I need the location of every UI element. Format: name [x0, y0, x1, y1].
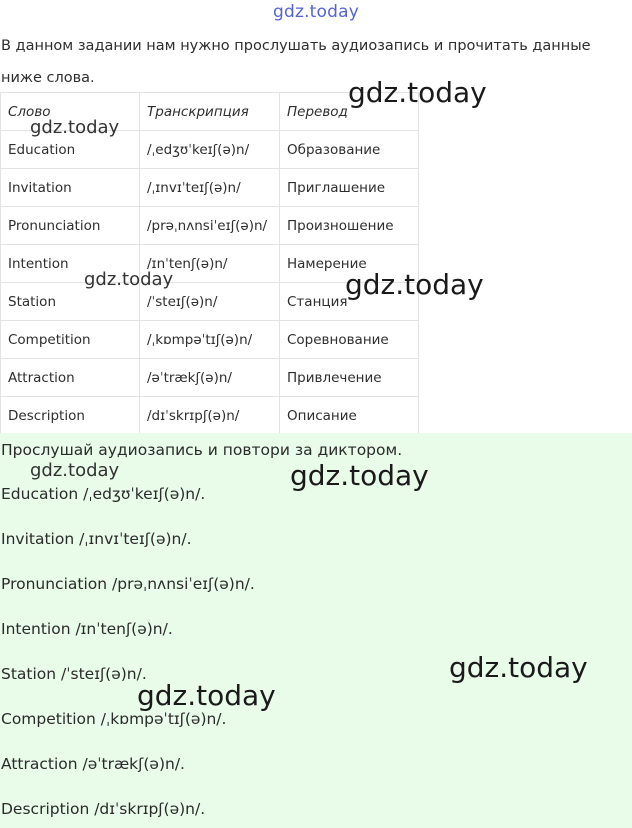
cell-translation: Произношение — [280, 207, 419, 245]
watermark: gdz.today — [84, 269, 174, 290]
table-row — [1, 397, 419, 435]
watermark: gdz.today — [348, 76, 487, 109]
cell-transcription: /ɪnˈtenʃ(ə)n/ — [140, 245, 280, 283]
watermark: gdz.today — [30, 117, 120, 138]
cell-word: Competition — [1, 321, 140, 359]
answer-line: Competition /ˌkɒmpəˈtɪʃ(ə)n/. — [1, 710, 227, 728]
cell-translation: Описание — [280, 397, 419, 435]
watermark: gdz.today — [30, 460, 120, 481]
answer-title: Прослушай аудиозапись и повтори за диктором. — [1, 441, 403, 459]
cell-translation: Соревнование — [280, 321, 419, 359]
cell-translation: Станция — [280, 283, 419, 321]
answer-line: Station /ˈsteɪʃ(ə)n/. — [1, 665, 147, 683]
cell-transcription: /ˈsteɪʃ(ə)n/ — [140, 283, 280, 321]
column-header-word: Слово — [1, 93, 140, 131]
cell-word: Education — [1, 131, 140, 169]
watermark: gdz.today — [345, 268, 484, 301]
cell-translation: Намерение — [280, 245, 419, 283]
table-row — [1, 131, 419, 169]
column-header-translation: Перевод — [280, 93, 419, 131]
cell-word: Attraction — [1, 359, 140, 397]
answer-line: Attraction /əˈtrækʃ(ə)n/. — [1, 755, 185, 773]
table-header-row — [1, 93, 419, 131]
answer-line: Intention /ɪnˈtenʃ(ə)n/. — [1, 620, 173, 638]
cell-transcription: /ˌɪnvɪˈteɪʃ(ə)n/ — [140, 169, 280, 207]
answer-line: Invitation /ˌɪnvɪˈteɪʃ(ə)n/. — [1, 530, 192, 548]
vocabulary-table — [0, 92, 419, 435]
table-row — [1, 207, 419, 245]
cell-transcription: /əˈtrækʃ(ə)n/ — [140, 359, 280, 397]
cell-word: Pronunciation — [1, 207, 140, 245]
answer-block — [0, 433, 632, 828]
column-header-transcription: Транскрипция — [140, 93, 280, 131]
cell-transcription: /dɪˈskrɪpʃ(ə)n/ — [140, 397, 280, 435]
cell-word: Description — [1, 397, 140, 435]
table-row — [1, 245, 419, 283]
table-row — [1, 169, 419, 207]
task-intro: В данном задании нам нужно прослушать аудиозапись и прочитать данные ниже слова. — [1, 38, 591, 86]
cell-transcription: /ˌedʒʊˈkeɪʃ(ə)n/ — [140, 131, 280, 169]
cell-translation: Образование — [280, 131, 419, 169]
site-logo[interactable]: gdz.today — [272, 2, 360, 22]
cell-transcription: /ˌkɒmpəˈtɪʃ(ə)n/ — [140, 321, 280, 359]
watermark: gdz.today — [290, 459, 429, 492]
answer-line: Education /ˌedʒʊˈkeɪʃ(ə)n/. — [1, 485, 206, 503]
watermark: gdz.today — [137, 679, 276, 712]
cell-word: Station — [1, 283, 140, 321]
table-row — [1, 283, 419, 321]
watermark: gdz.today — [449, 651, 588, 684]
answer-line: Pronunciation /prəˌnʌnsiˈeɪʃ(ə)n/. — [1, 575, 255, 593]
cell-translation: Привлечение — [280, 359, 419, 397]
cell-word: Intention — [1, 245, 140, 283]
cell-translation: Приглашение — [280, 169, 419, 207]
table-row — [1, 321, 419, 359]
cell-word: Invitation — [1, 169, 140, 207]
table-row — [1, 359, 419, 397]
cell-transcription: /prəˌnʌnsiˈeɪʃ(ə)n/ — [140, 207, 280, 245]
answer-line: Description /dɪˈskrɪpʃ(ə)n/. — [1, 800, 206, 818]
